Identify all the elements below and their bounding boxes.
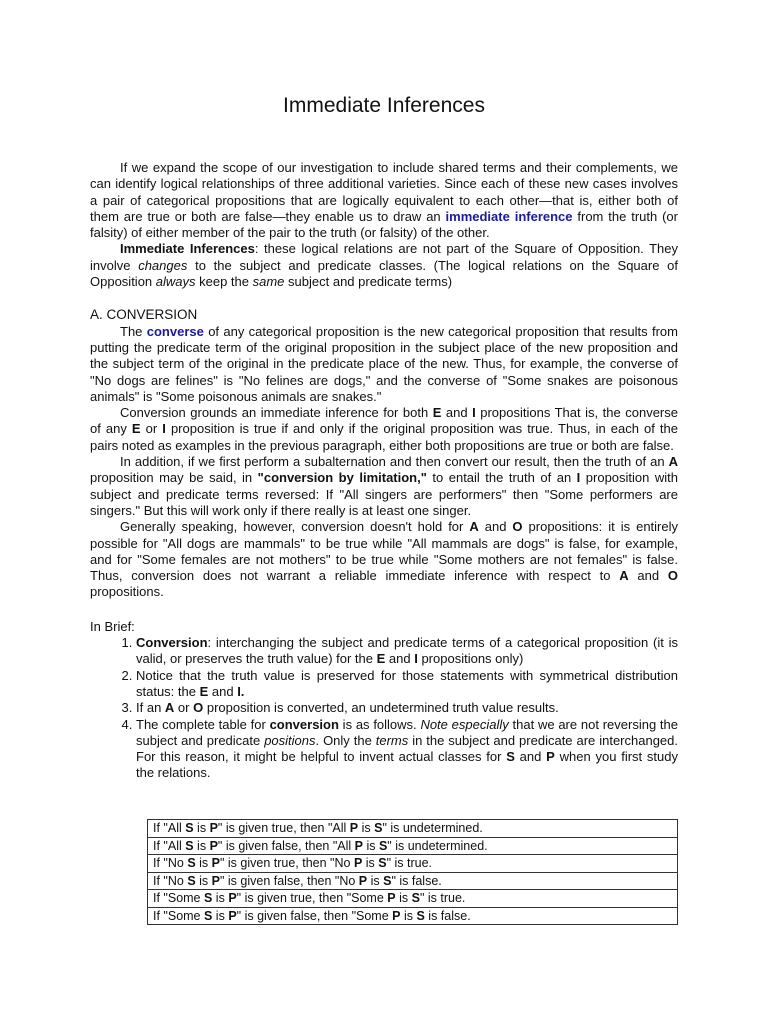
table-row [148,837,678,855]
list-item: 3. If an A or O proposition is converted, an undetermined truth value results. [136,700,678,716]
page-title: Immediate Inferences [283,94,485,117]
table-row [148,907,678,925]
list-item: 1. Conversion: interchanging the subject and predicate terms of a categorical proposition (it is valid, or preserves the truth value) for the E and I propositions only) [136,635,678,668]
list-item: 2. Notice that the truth value is preserved for those statements with symmetrical distribution status: the E and I. [136,668,678,701]
intro-paragraph-2: Immediate Inferences: these logical relations are not part of the Square of Opposition. They involve changes to the subject and predicate classes. (The logical relations on the Square of Opposition always keep the same subject and predicate terms) [90,241,679,290]
term-immediate-inference: immediate inference [445,208,573,224]
in-brief-list [90,635,678,782]
conversion-paragraph-1: The converse of any categorical proposition is the new categorical proposition that results from putting the predicate term of the original proposition in the subject place of the new proposition and the subject term of the original in the predicate place of the new. Thus, for example, the converse of "No dogs are felines" is "No felines are dogs," and the converse of "Some snakes are poisonous animals" is "Some poisonous animals are snakes." [90,323,678,404]
table-cell: If "All S is P" is given false, then "All P is S" is undetermined. [148,837,678,855]
table-cell: If "Some S is P" is given true, then "Some P is S" is true. [148,890,678,908]
table-row [148,855,678,873]
table-cell: If "No S is P" is given true, then "No P is S" is true. [148,855,678,873]
table-cell: If "No S is P" is given false, then "No P is S" is false. [148,872,678,890]
intro-paragraph-1: If we expand the scope of our investigation to include shared terms and their complements, we can identify logical relationships of three additional varieties. Since each of these new cases involves a pair of categorical propositions that are logically equivalent to each other—that is, either both of them are true or both are false—they enable us to draw an immediate inference from the truth (or falsity) of either member of the pair to the truth (or falsity) of the other. [90,160,678,241]
document-body [90,160,678,782]
table-cell: If "Some S is P" is given false, then "Some P is S is false. [148,907,678,925]
table-cell: If "All S is P" is given true, then "All P is S" is undetermined. [148,820,678,838]
table-row [148,890,678,908]
list-item: 4. The complete table for conversion is as follows. Note especially that we are not reversing the subject and predicate positions. Only the terms in the subject and predicate are interchanged. For this reason, it might be helpful to invent actual classes for S and P when you first study the relations. [136,717,678,782]
conversion-table [147,819,678,925]
table-row [148,872,678,890]
conversion-paragraph-4: Generally speaking, however, conversion doesn't hold for A and O propositions: it is entirely possible for "All dogs are mammals" to be true while "All mammals are dogs" is false, for example, and for "Some females are not mothers" to be true while "Some mothers are not females" is false. Thus, conversion does not warrant a reliable immediate inference with respect to A and O propositions. [90,519,678,600]
in-brief-label: In Brief: [90,618,135,634]
conversion-paragraph-3: In addition, if we first perform a subalternation and then convert our result, then the truth of an A proposition may be said, in "conversion by limitation," to entail the truth of an I proposition with subject and predicate terms reversed: If "All singers are performers" then "Some performers are singers." But this will work only if there really is at least one singer. [90,454,678,518]
section-heading: A. CONVERSION [90,307,198,323]
term-converse: converse [146,323,204,339]
conversion-paragraph-2: Conversion grounds an immediate inference for both E and I propositions That is, the converse of any E or I proposition is true if and only if the original proposition was true. Thus, in each of the pairs noted as examples in the previous paragraph, either both propositions are true or both are false. [90,405,678,453]
table-row [148,820,678,838]
